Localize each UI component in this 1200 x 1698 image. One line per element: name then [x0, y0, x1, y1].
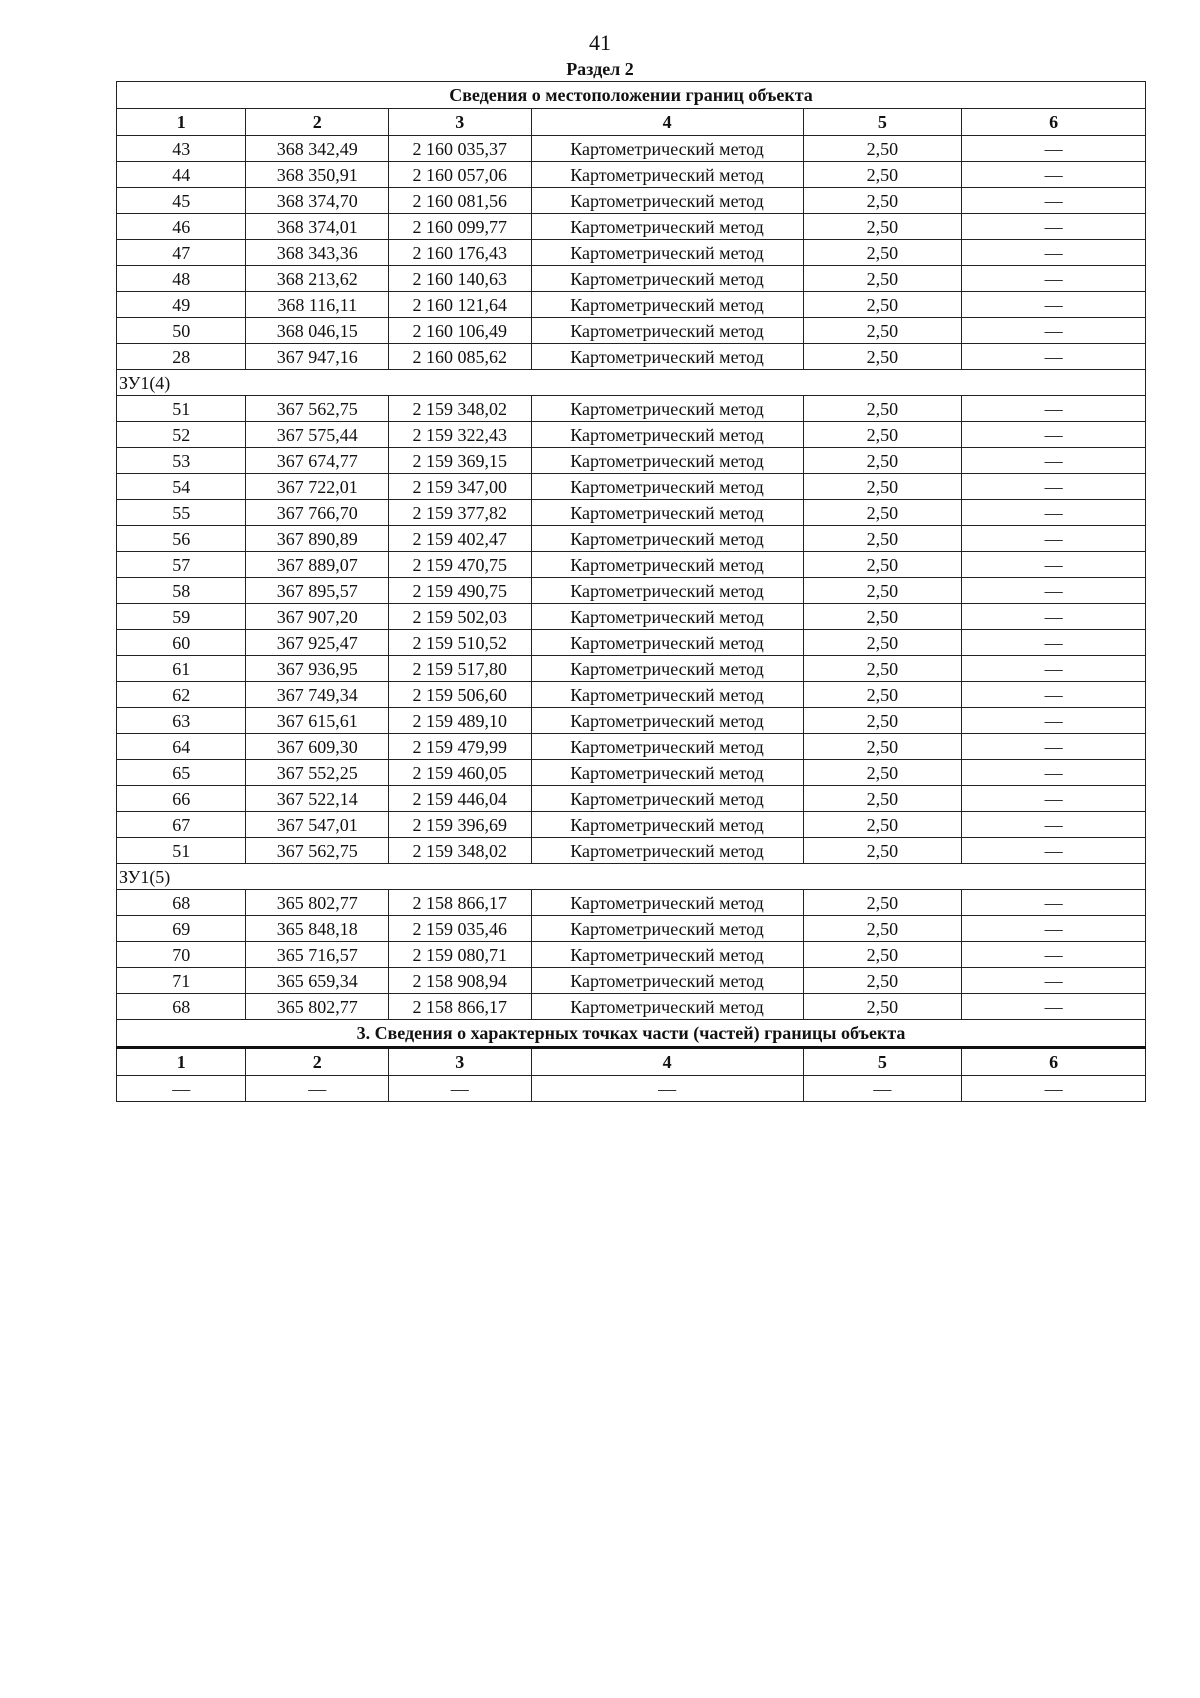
accuracy-cell: 2,50 — [803, 994, 962, 1020]
accuracy-cell: 2,50 — [803, 136, 962, 162]
y-coordinate-cell: 2 160 176,43 — [389, 240, 532, 266]
point-number-cell: 43 — [117, 136, 246, 162]
x-coordinate-cell: 367 936,95 — [246, 656, 389, 682]
x-coordinate-cell: 367 889,07 — [246, 552, 389, 578]
accuracy-cell: 2,50 — [803, 344, 962, 370]
table-row — [117, 552, 1146, 578]
y-coordinate-cell: 2 159 502,03 — [389, 604, 532, 630]
y-coordinate-cell: 2 159 322,43 — [389, 422, 532, 448]
description-cell: — — [962, 838, 1146, 864]
method-cell: Картометрический метод — [531, 968, 803, 994]
method-cell: Картометрический метод — [531, 396, 803, 422]
y-coordinate-cell: 2 159 490,75 — [389, 578, 532, 604]
description-cell: — — [962, 708, 1146, 734]
y-coordinate-cell: 2 159 369,15 — [389, 448, 532, 474]
y-coordinate-cell: 2 159 402,47 — [389, 526, 532, 552]
table-row — [117, 500, 1146, 526]
accuracy-cell: 2,50 — [803, 214, 962, 240]
description-cell: — — [962, 474, 1146, 500]
x-coordinate-cell: 368 342,49 — [246, 136, 389, 162]
point-number-cell: 54 — [117, 474, 246, 500]
table-title-row — [117, 82, 1146, 109]
point-number-cell: 68 — [117, 890, 246, 916]
accuracy-cell: 2,50 — [803, 188, 962, 214]
column-number-cell: 6 — [962, 109, 1146, 136]
method-cell: Картометрический метод — [531, 344, 803, 370]
accuracy-cell: 2,50 — [803, 474, 962, 500]
y-coordinate-cell: 2 159 446,04 — [389, 786, 532, 812]
table-row — [117, 266, 1146, 292]
table-title: Сведения о местоположении границ объекта — [117, 82, 1146, 109]
page-number: 41 — [589, 30, 611, 55]
description-cell: — — [962, 292, 1146, 318]
point-number-cell: 45 — [117, 188, 246, 214]
point-number-cell: 51 — [117, 838, 246, 864]
point-number-cell: 58 — [117, 578, 246, 604]
accuracy-cell: 2,50 — [803, 630, 962, 656]
method-cell: Картометрический метод — [531, 812, 803, 838]
description-cell: — — [962, 344, 1146, 370]
method-cell: Картометрический метод — [531, 890, 803, 916]
accuracy-cell: 2,50 — [803, 552, 962, 578]
point-number-cell: 68 — [117, 994, 246, 1020]
description-cell: — — [962, 942, 1146, 968]
accuracy-cell: 2,50 — [803, 422, 962, 448]
group-label-row — [117, 370, 1146, 396]
part-section-title-row — [117, 1020, 1146, 1048]
method-cell: Картометрический метод — [531, 162, 803, 188]
table-row — [117, 448, 1146, 474]
section-label: Раздел 2 — [566, 59, 634, 79]
method-cell: Картометрический метод — [531, 136, 803, 162]
accuracy-cell: 2,50 — [803, 318, 962, 344]
method-cell: Картометрический метод — [531, 578, 803, 604]
x-coordinate-cell: 367 562,75 — [246, 838, 389, 864]
point-number-cell: 28 — [117, 344, 246, 370]
table-row — [117, 344, 1146, 370]
x-coordinate-cell: 368 350,91 — [246, 162, 389, 188]
column-number-cell: 5 — [803, 109, 962, 136]
table-row — [117, 162, 1146, 188]
description-cell: — — [962, 422, 1146, 448]
method-cell: Картометрический метод — [531, 500, 803, 526]
y-coordinate-cell: 2 159 479,99 — [389, 734, 532, 760]
method-cell: Картометрический метод — [531, 214, 803, 240]
part-column-numbers-row — [117, 1048, 1146, 1076]
point-number-cell: 49 — [117, 292, 246, 318]
description-cell: — — [962, 318, 1146, 344]
description-cell: — — [962, 630, 1146, 656]
x-coordinate-cell: 368 116,11 — [246, 292, 389, 318]
description-cell: — — [962, 916, 1146, 942]
table-row — [117, 240, 1146, 266]
x-coordinate-cell: 367 615,61 — [246, 708, 389, 734]
table-row — [117, 838, 1146, 864]
table-row — [117, 916, 1146, 942]
accuracy-cell: 2,50 — [803, 292, 962, 318]
column-number-cell: 1 — [117, 109, 246, 136]
accuracy-cell: 2,50 — [803, 942, 962, 968]
accuracy-cell: 2,50 — [803, 578, 962, 604]
x-coordinate-cell: 365 802,77 — [246, 890, 389, 916]
y-coordinate-cell: 2 159 489,10 — [389, 708, 532, 734]
accuracy-cell: 2,50 — [803, 838, 962, 864]
point-number-cell: 56 — [117, 526, 246, 552]
table-row — [117, 318, 1146, 344]
x-coordinate-cell: 368 374,01 — [246, 214, 389, 240]
accuracy-cell: 2,50 — [803, 604, 962, 630]
y-coordinate-cell: 2 160 057,06 — [389, 162, 532, 188]
x-coordinate-cell: 367 674,77 — [246, 448, 389, 474]
table-row — [117, 786, 1146, 812]
description-cell: — — [962, 812, 1146, 838]
description-cell: — — [962, 604, 1146, 630]
description-cell: — — [962, 656, 1146, 682]
method-cell: — — [531, 1076, 803, 1102]
x-coordinate-cell: 367 552,25 — [246, 760, 389, 786]
x-coordinate-cell: 367 947,16 — [246, 344, 389, 370]
y-coordinate-cell: 2 160 035,37 — [389, 136, 532, 162]
part-section-title: 3. Сведения о характерных точках части (частей) границы объекта — [117, 1020, 1146, 1048]
point-number-cell: 52 — [117, 422, 246, 448]
y-coordinate-cell: 2 160 106,49 — [389, 318, 532, 344]
table-row — [117, 214, 1146, 240]
point-number-cell: 70 — [117, 942, 246, 968]
y-coordinate-cell: 2 159 470,75 — [389, 552, 532, 578]
description-cell: — — [962, 552, 1146, 578]
method-cell: Картометрический метод — [531, 240, 803, 266]
method-cell: Картометрический метод — [531, 526, 803, 552]
group-label-row — [117, 864, 1146, 890]
x-coordinate-cell: 367 575,44 — [246, 422, 389, 448]
x-coordinate-cell: 368 046,15 — [246, 318, 389, 344]
method-cell: Картометрический метод — [531, 760, 803, 786]
column-number-cell: 6 — [962, 1048, 1146, 1076]
x-coordinate-cell: 367 895,57 — [246, 578, 389, 604]
table-row — [117, 812, 1146, 838]
method-cell: Картометрический метод — [531, 682, 803, 708]
y-coordinate-cell: 2 160 121,64 — [389, 292, 532, 318]
description-cell: — — [962, 396, 1146, 422]
x-coordinate-cell: 367 522,14 — [246, 786, 389, 812]
description-cell: — — [962, 968, 1146, 994]
accuracy-cell: 2,50 — [803, 890, 962, 916]
method-cell: Картометрический метод — [531, 994, 803, 1020]
x-coordinate-cell: 365 848,18 — [246, 916, 389, 942]
description-cell: — — [962, 682, 1146, 708]
y-coordinate-cell: 2 159 080,71 — [389, 942, 532, 968]
x-coordinate-cell: 367 547,01 — [246, 812, 389, 838]
table-row — [117, 526, 1146, 552]
x-coordinate-cell: — — [246, 1076, 389, 1102]
table-row — [117, 968, 1146, 994]
x-coordinate-cell: 367 925,47 — [246, 630, 389, 656]
accuracy-cell: 2,50 — [803, 162, 962, 188]
method-cell: Картометрический метод — [531, 708, 803, 734]
y-coordinate-cell: 2 159 348,02 — [389, 396, 532, 422]
accuracy-cell: 2,50 — [803, 500, 962, 526]
accuracy-cell: 2,50 — [803, 734, 962, 760]
point-number-cell: 46 — [117, 214, 246, 240]
description-cell: — — [962, 786, 1146, 812]
method-cell: Картометрический метод — [531, 318, 803, 344]
y-coordinate-cell: 2 159 035,46 — [389, 916, 532, 942]
y-coordinate-cell: 2 158 866,17 — [389, 994, 532, 1020]
y-coordinate-cell: 2 159 506,60 — [389, 682, 532, 708]
description-cell: — — [962, 448, 1146, 474]
table-row — [117, 292, 1146, 318]
accuracy-cell: 2,50 — [803, 266, 962, 292]
accuracy-cell: 2,50 — [803, 448, 962, 474]
table-row — [117, 656, 1146, 682]
y-coordinate-cell: 2 158 866,17 — [389, 890, 532, 916]
y-coordinate-cell: 2 159 377,82 — [389, 500, 532, 526]
accuracy-cell: 2,50 — [803, 916, 962, 942]
point-number-cell: 50 — [117, 318, 246, 344]
accuracy-cell: 2,50 — [803, 682, 962, 708]
point-number-cell: 64 — [117, 734, 246, 760]
method-cell: Картометрический метод — [531, 656, 803, 682]
column-number-cell: 4 — [531, 109, 803, 136]
accuracy-cell: 2,50 — [803, 526, 962, 552]
description-cell: — — [962, 734, 1146, 760]
point-number-cell: 67 — [117, 812, 246, 838]
point-number-cell: 61 — [117, 656, 246, 682]
x-coordinate-cell: 365 802,77 — [246, 994, 389, 1020]
table-row — [117, 422, 1146, 448]
y-coordinate-cell: 2 159 460,05 — [389, 760, 532, 786]
method-cell: Картометрический метод — [531, 838, 803, 864]
x-coordinate-cell: 367 749,34 — [246, 682, 389, 708]
x-coordinate-cell: 365 659,34 — [246, 968, 389, 994]
accuracy-cell: 2,50 — [803, 708, 962, 734]
description-cell: — — [962, 994, 1146, 1020]
x-coordinate-cell: 365 716,57 — [246, 942, 389, 968]
method-cell: Картометрический метод — [531, 630, 803, 656]
column-number-cell: 5 — [803, 1048, 962, 1076]
description-cell: — — [962, 1076, 1146, 1102]
table-row — [117, 474, 1146, 500]
description-cell: — — [962, 162, 1146, 188]
description-cell: — — [962, 188, 1146, 214]
y-coordinate-cell: 2 160 099,77 — [389, 214, 532, 240]
description-cell: — — [962, 214, 1146, 240]
point-number-cell: — — [117, 1076, 246, 1102]
accuracy-cell: 2,50 — [803, 812, 962, 838]
point-number-cell: 53 — [117, 448, 246, 474]
y-coordinate-cell: 2 159 517,80 — [389, 656, 532, 682]
method-cell: Картометрический метод — [531, 188, 803, 214]
method-cell: Картометрический метод — [531, 916, 803, 942]
description-cell: — — [962, 240, 1146, 266]
point-number-cell: 48 — [117, 266, 246, 292]
column-number-cell: 1 — [117, 1048, 246, 1076]
method-cell: Картометрический метод — [531, 448, 803, 474]
y-coordinate-cell: 2 160 085,62 — [389, 344, 532, 370]
table-row — [117, 942, 1146, 968]
column-number-cell: 4 — [531, 1048, 803, 1076]
point-number-cell: 51 — [117, 396, 246, 422]
table-row — [117, 630, 1146, 656]
accuracy-cell: 2,50 — [803, 968, 962, 994]
x-coordinate-cell: 367 766,70 — [246, 500, 389, 526]
accuracy-cell: 2,50 — [803, 240, 962, 266]
description-cell: — — [962, 136, 1146, 162]
boundary-table — [116, 81, 1146, 1102]
table-row — [117, 396, 1146, 422]
x-coordinate-cell: 367 722,01 — [246, 474, 389, 500]
description-cell: — — [962, 526, 1146, 552]
accuracy-cell: 2,50 — [803, 656, 962, 682]
point-number-cell: 63 — [117, 708, 246, 734]
x-coordinate-cell: 368 374,70 — [246, 188, 389, 214]
x-coordinate-cell: 367 562,75 — [246, 396, 389, 422]
accuracy-cell: 2,50 — [803, 760, 962, 786]
method-cell: Картометрический метод — [531, 474, 803, 500]
table-row — [117, 994, 1146, 1020]
x-coordinate-cell: 367 907,20 — [246, 604, 389, 630]
y-coordinate-cell: 2 159 347,00 — [389, 474, 532, 500]
point-number-cell: 71 — [117, 968, 246, 994]
accuracy-cell: 2,50 — [803, 786, 962, 812]
table-row — [117, 682, 1146, 708]
column-numbers-row — [117, 109, 1146, 136]
description-cell: — — [962, 578, 1146, 604]
point-number-cell: 65 — [117, 760, 246, 786]
y-coordinate-cell: 2 159 396,69 — [389, 812, 532, 838]
method-cell: Картометрический метод — [531, 292, 803, 318]
x-coordinate-cell: 367 609,30 — [246, 734, 389, 760]
x-coordinate-cell: 367 890,89 — [246, 526, 389, 552]
table-row — [117, 136, 1146, 162]
x-coordinate-cell: 368 213,62 — [246, 266, 389, 292]
column-number-cell: 3 — [389, 1048, 532, 1076]
group-label: ЗУ1(5) — [117, 864, 1146, 890]
table-body — [117, 82, 1146, 1102]
point-number-cell: 62 — [117, 682, 246, 708]
point-number-cell: 69 — [117, 916, 246, 942]
table-row — [117, 734, 1146, 760]
description-cell: — — [962, 760, 1146, 786]
column-number-cell: 2 — [246, 109, 389, 136]
accuracy-cell: 2,50 — [803, 396, 962, 422]
point-number-cell: 66 — [117, 786, 246, 812]
accuracy-cell: — — [803, 1076, 962, 1102]
method-cell: Картометрический метод — [531, 734, 803, 760]
description-cell: — — [962, 266, 1146, 292]
table-row — [117, 760, 1146, 786]
table-row — [117, 708, 1146, 734]
point-number-cell: 57 — [117, 552, 246, 578]
y-coordinate-cell: 2 159 348,02 — [389, 838, 532, 864]
table-row — [117, 188, 1146, 214]
point-number-cell: 60 — [117, 630, 246, 656]
point-number-cell: 59 — [117, 604, 246, 630]
y-coordinate-cell: 2 159 510,52 — [389, 630, 532, 656]
point-number-cell: 47 — [117, 240, 246, 266]
point-number-cell: 44 — [117, 162, 246, 188]
method-cell: Картометрический метод — [531, 604, 803, 630]
point-number-cell: 55 — [117, 500, 246, 526]
method-cell: Картометрический метод — [531, 942, 803, 968]
y-coordinate-cell: 2 158 908,94 — [389, 968, 532, 994]
column-number-cell: 2 — [246, 1048, 389, 1076]
table-row — [117, 578, 1146, 604]
method-cell: Картометрический метод — [531, 552, 803, 578]
x-coordinate-cell: 368 343,36 — [246, 240, 389, 266]
y-coordinate-cell: 2 160 081,56 — [389, 188, 532, 214]
table-row — [117, 890, 1146, 916]
column-number-cell: 3 — [389, 109, 532, 136]
description-cell: — — [962, 890, 1146, 916]
table-row — [117, 604, 1146, 630]
description-cell: — — [962, 500, 1146, 526]
y-coordinate-cell: 2 160 140,63 — [389, 266, 532, 292]
method-cell: Картометрический метод — [531, 266, 803, 292]
y-coordinate-cell: — — [389, 1076, 532, 1102]
method-cell: Картометрический метод — [531, 422, 803, 448]
method-cell: Картометрический метод — [531, 786, 803, 812]
group-label: ЗУ1(4) — [117, 370, 1146, 396]
part-table-row — [117, 1076, 1146, 1102]
